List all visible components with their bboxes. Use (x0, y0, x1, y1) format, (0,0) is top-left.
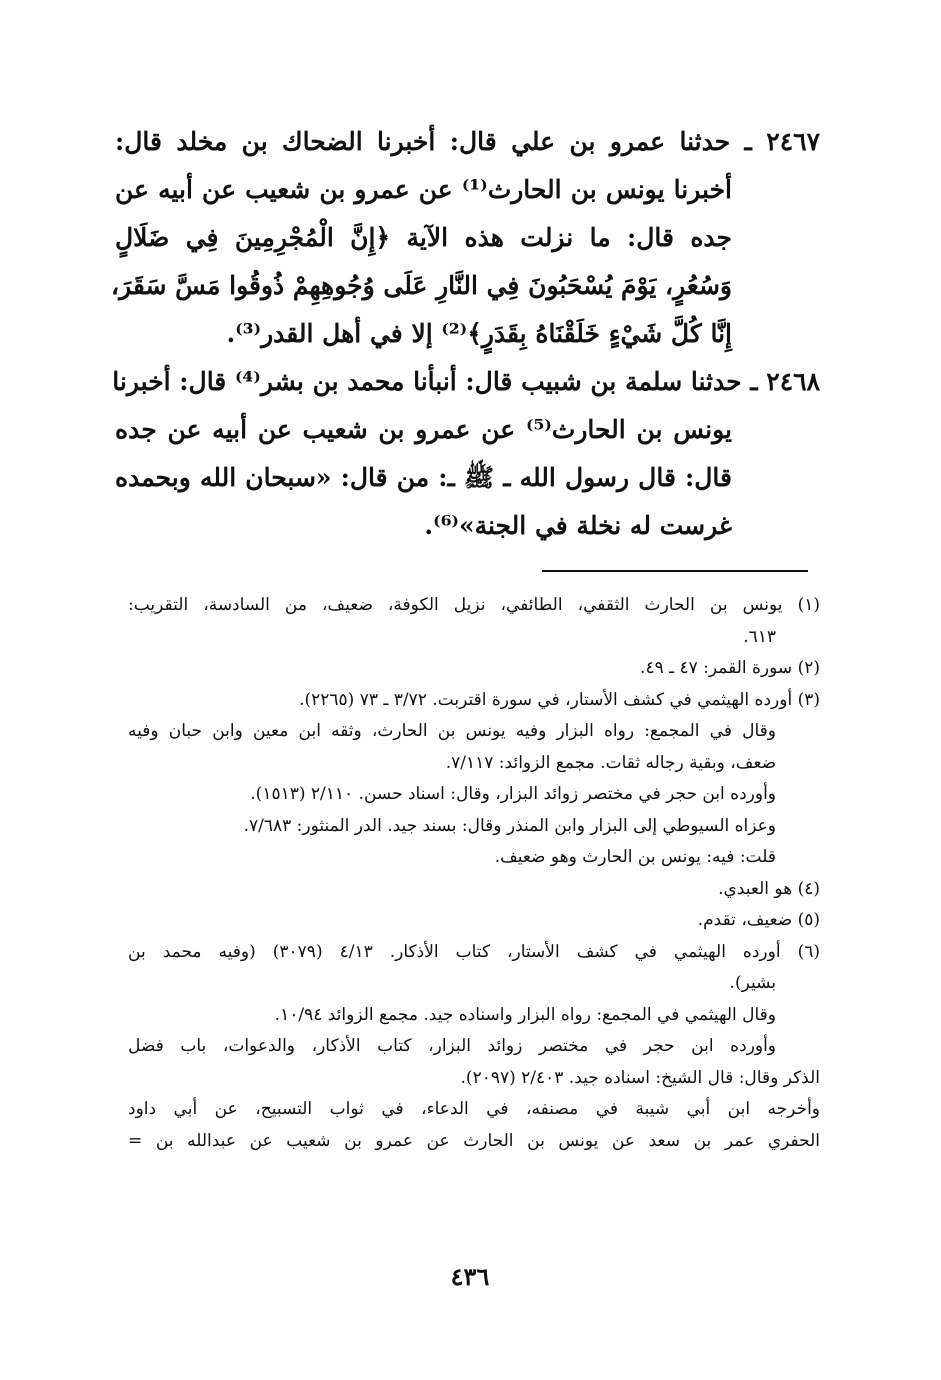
text-line: إِنَّا كُلَّ شَيْءٍ خَلَقْنَاهُ بِقَدَرٍ﴾⁽²⁾ إلا في أهل القدر⁽³⁾. (226, 319, 732, 348)
footnote-line: (٦) أورده الهيثمي في كشف الأستار، كتاب الأذكار. ٤/١٣ (٣٠٧٩) (وفيه محمد بن (128, 941, 820, 962)
hadith-2467 (111, 118, 820, 358)
footnote-line: الذكر وقال: قال الشيخ: اسناده جيد. ٢/٤٠٣ (٢٠٩٧). (460, 1067, 820, 1088)
text-line: وَسُعُرٍ، يَوْمَ يُسْحَبُونَ فِي النَّارِ عَلَى وُجُوهِهِمْ ذُوقُوا مَسَّ سَقَرَ، (111, 271, 732, 300)
footnote-line: وأورده ابن حجر في مختصر زوائد البزار، وقال: اسناد حسن. ٢/١١٠ (١٥١٣). (250, 784, 776, 804)
footnotes (128, 590, 820, 1157)
footnote-line: الحفري عمر بن سعد عن يونس بن الحارث عن عمرو بن شعيب عن عبدالله بن = (128, 1130, 820, 1151)
text-line: غرست له نخلة في الجنة»⁽⁶⁾. (424, 511, 732, 540)
text-line: ٢٤٦٨ ـ حدثنا سلمة بن شبيب قال: أنبأنا محمد بن بشر⁽⁴⁾ قال: أخبرنا (112, 367, 820, 396)
text-line: جده قال: ما نزلت هذه الآية ﴿إِنَّ الْمُجْرِمِينَ فِي ضَلَالٍ (115, 223, 732, 252)
footnote-line: وأورده ابن حجر في مختصر زوائد البزار، كتاب الأذكار، والدعوات، باب فضل (128, 1036, 776, 1056)
page-number: ٤٣٦ (450, 1262, 490, 1291)
footnote-line: (٢) سورة القمر: ٤٧ ـ ٤٩. (640, 658, 820, 678)
footnote-line: (٥) ضعيف، تقدم. (697, 910, 820, 930)
text-line: يونس بن الحارث⁽⁵⁾ عن عمرو بن شعيب عن أبيه عن جده (115, 415, 732, 444)
footnote-line: وقال في المجمع: رواه البزار وفيه يونس بن الحارث، وثقه ابن معين وابن حبان وفيه (128, 721, 776, 741)
footnote-line: وعزاه السيوطي إلى البزار وابن المنذر وقال: بسند جيد. الدر المنثور: ٧/٦٨٣. (243, 815, 776, 836)
hadith-2468 (112, 358, 820, 550)
footnote-line: (٣) أورده الهيثمي في كشف الأستار، في سورة اقتربت. ٣/٧٢ ـ ٧٣ (٢٢٦٥). (299, 689, 820, 710)
text-line: ٢٤٦٧ ـ حدثنا عمرو بن علي قال: أخبرنا الضحاك بن مخلد قال: (115, 127, 820, 156)
footnote-line: (١) يونس بن الحارث الثقفي، الطائفي، نزيل الكوفة، ضعيف، من السادسة، التقريب: (128, 595, 820, 615)
footnote-separator (542, 570, 808, 572)
footnote-line: (٤) هو العبدي. (718, 878, 820, 899)
text-line: أخبرنا يونس بن الحارث⁽¹⁾ عن عمرو بن شعيب عن أبيه عن (115, 175, 732, 204)
text-line: قال: قال رسول الله ـ ﷺ ـ: من قال: «سبحان الله وبحمده (115, 463, 732, 492)
footnote-line: بشير). (729, 973, 776, 993)
footnote-line: ضعف، وبقية رجاله ثقات. مجمع الزوائد: ٧/١١٧. (445, 752, 776, 773)
footnote-line: قلت: فيه: يونس بن الحارث وهو ضعيف. (494, 847, 776, 867)
footnote-line: وقال الهيثمي في المجمع: رواه البزار واسناده جيد. مجمع الزوائد ١٠/٩٤. (274, 1004, 776, 1025)
footnote-line: وأخرجه ابن أبي شيبة في مصنفه، في الدعاء، في ثواب التسبيح، عن أبي داود (128, 1099, 820, 1119)
main-text (111, 118, 820, 550)
footnote-line: ٦١٣. (743, 626, 776, 647)
